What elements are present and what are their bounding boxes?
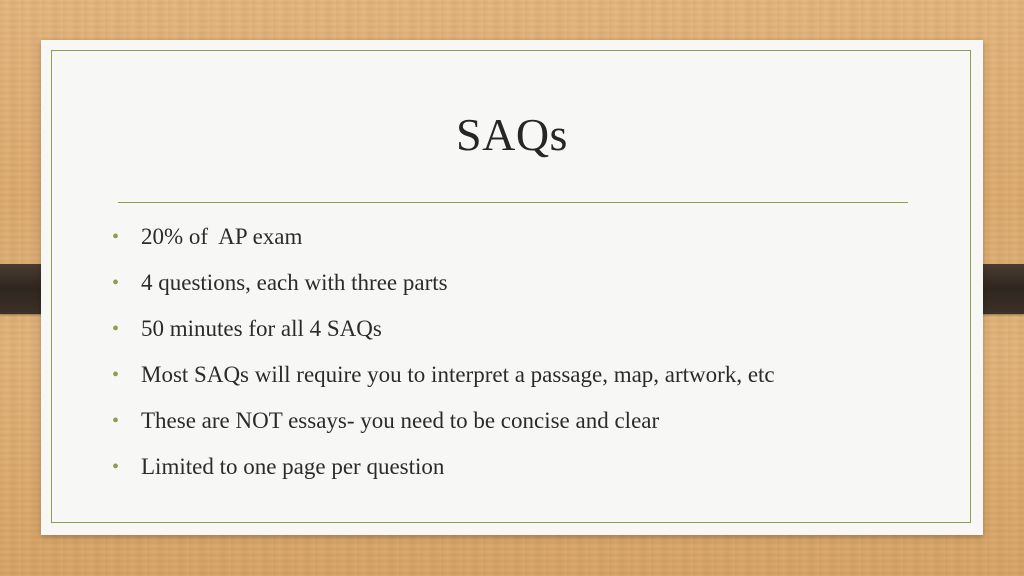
title-underline	[118, 202, 908, 203]
bullet-icon: •	[112, 456, 120, 478]
bullet-text: These are NOT essays- you need to be concise and clear	[141, 408, 660, 433]
bullet-icon: •	[112, 364, 120, 386]
bullet-text: 4 questions, each with three parts	[141, 270, 448, 295]
bullet-icon: •	[112, 272, 120, 294]
bullet-text: 50 minutes for all 4 SAQs	[141, 316, 382, 341]
bullet-icon: •	[112, 318, 120, 340]
bullet-text: Most SAQs will require you to interpret a passage, map, artwork, etc	[141, 362, 775, 387]
slide-title: SAQs	[456, 109, 568, 160]
bullet-icon: •	[112, 410, 120, 432]
bullet-text: Limited to one page per question	[141, 454, 445, 479]
bullet-text: 20% of AP exam	[141, 224, 303, 249]
bullet-icon: •	[112, 226, 120, 248]
